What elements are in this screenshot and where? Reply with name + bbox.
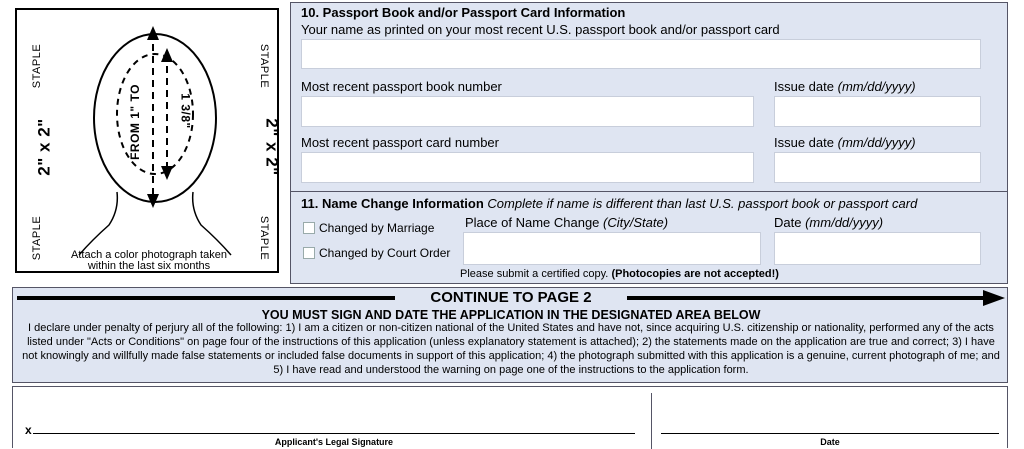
name-change-date-format: (mm/dd/yyyy) (805, 215, 884, 230)
continue-title: CONTINUE TO PAGE 2 (430, 289, 592, 306)
book-issue-date-format: (mm/dd/yyyy) (837, 79, 916, 94)
section-divider (291, 191, 1007, 192)
place-of-name-change-format: (City/State) (603, 215, 669, 230)
section11-header (301, 196, 917, 211)
book-number-field[interactable] (301, 96, 754, 127)
signature-date-line[interactable] (661, 433, 999, 434)
signature-line[interactable] (33, 433, 635, 434)
place-of-name-change-label (465, 215, 668, 230)
dimension-label-left: 2" x 2" (34, 118, 54, 176)
name-field[interactable] (301, 39, 981, 69)
staple-label-bottom-right: STAPLE (258, 215, 271, 261)
staple-label-top-left: STAPLE (31, 43, 44, 89)
signature-date-divider (651, 393, 652, 449)
name-change-date-text: Date (774, 215, 802, 230)
photocopies-warning: (Photocopies are not accepted!) (611, 268, 779, 280)
photo-caption (17, 250, 281, 272)
section11-subtitle: Complete if name is different than last U.S. passport book or passport card (487, 196, 918, 211)
book-issue-date-label (774, 79, 916, 94)
continue-to-page-2-band (12, 287, 1008, 383)
card-number-field[interactable] (301, 152, 754, 183)
signature-area (12, 386, 1008, 448)
card-issue-date-text: Issue date (774, 135, 834, 150)
section10-title: 10. Passport Book and/or Passport Card Information (301, 5, 626, 20)
certified-copy-note (460, 268, 779, 280)
card-issue-date-field[interactable] (774, 152, 981, 183)
changed-by-marriage-label: Changed by Marriage (319, 221, 435, 235)
photo-caption-line2: within the last six months (87, 260, 211, 272)
section11-title: 11. Name Change Information (301, 196, 484, 211)
certified-copy-note-text: Please submit a certified copy. (460, 268, 609, 280)
changed-by-court-order-label: Changed by Court Order (319, 246, 451, 260)
book-number-label: Most recent passport book number (301, 79, 502, 94)
book-issue-date-field[interactable] (774, 96, 981, 127)
name-change-date-field[interactable] (774, 232, 981, 265)
continue-line-right (627, 296, 987, 300)
name-field-label: Your name as printed on your most recent U.S. passport book and/or passport card (301, 22, 780, 37)
card-issue-date-format: (mm/dd/yyyy) (837, 135, 916, 150)
photo-attachment-box (15, 8, 282, 273)
signature-label: Applicant's Legal Signature (274, 437, 394, 447)
changed-by-court-order-checkbox[interactable] (303, 247, 315, 259)
changed-by-marriage-checkbox[interactable] (303, 222, 315, 234)
signature-date-label: Date (820, 437, 840, 447)
from-dimension-label: FROM 1" TO (127, 84, 142, 160)
sign-and-date-heading: YOU MUST SIGN AND DATE THE APPLICATION IN THE DESIGNATED AREA BELOW (261, 308, 761, 322)
book-issue-date-text: Issue date (774, 79, 834, 94)
name-change-date-label (774, 215, 883, 230)
perjury-declaration: I declare under penalty of perjury all of the following: 1) I am a citizen or non-citizen national of the United States and have not, since acquiring U.S. citizenship or nationality, performed any of the acts listed under "Acts or Conditions" on page four of the instructions of this application (unless explanatory statement is attached); 2) the statements made on the application are true and correct; 3) I have not knowingly and willfully made false statements or included false documents in support of this application; 4) the photograph submitted with this application is a genuine, current photograph of me; and 5) I have read and understood the warning on page one of the instructions to the application form. (22, 322, 1000, 376)
passport-info-panel (290, 2, 1008, 284)
to-dimension-label: 1 3/8" (178, 93, 193, 129)
arrow-right-icon (983, 290, 1005, 306)
signature-x-mark: x (25, 423, 32, 437)
staple-label-bottom-left: STAPLE (31, 215, 44, 261)
dimension-label-right: 2" x 2" (262, 118, 282, 176)
place-of-name-change-text: Place of Name Change (465, 215, 600, 230)
place-of-name-change-field[interactable] (463, 232, 761, 265)
photo-caption-line1: Attach a color photograph taken (71, 249, 227, 261)
card-issue-date-label (774, 135, 916, 150)
staple-label-top-right: STAPLE (258, 43, 271, 89)
head-outline-diagram (17, 10, 281, 275)
card-number-label: Most recent passport card number (301, 135, 499, 150)
